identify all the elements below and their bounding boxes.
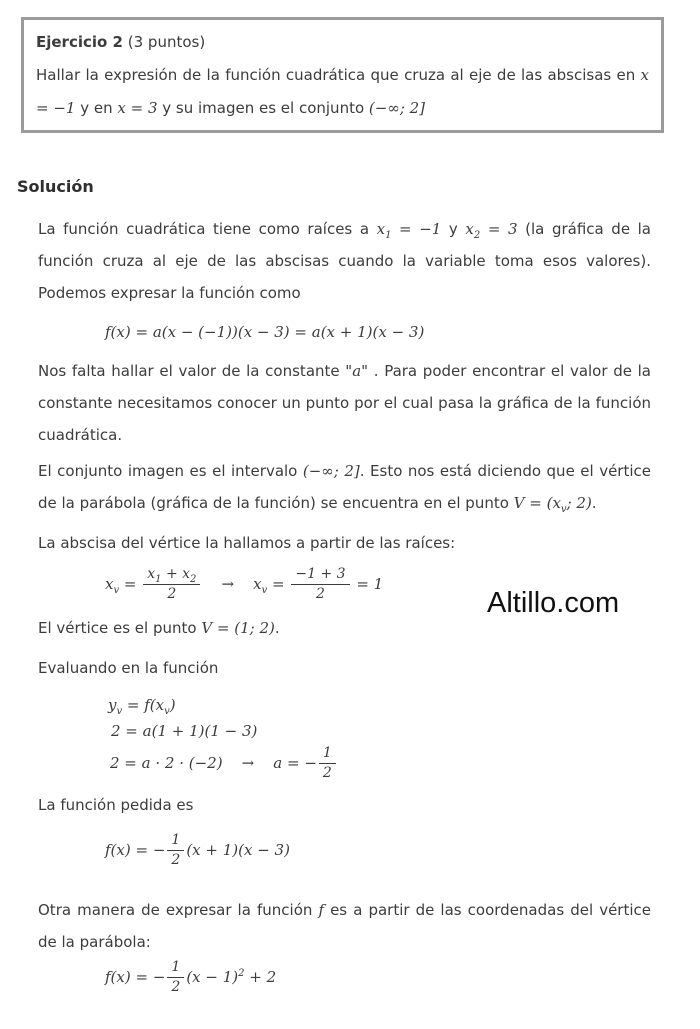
paragraph-vertex-abscissa: La abscisa del vértice la hallamos a partir de las raíces:	[38, 534, 456, 552]
paragraph-vertex-form-intro: Otra manera de expresar la función f es a partir de las coordenadas del vértice de la parábola:	[38, 901, 651, 951]
exercise-points: (3 puntos)	[123, 33, 206, 51]
formula-factored-form: f(x) = a(x − (−1))(x − 3) = a(x + 1)(x − 3)	[105, 323, 425, 341]
exercise-number: Ejercicio 2	[36, 33, 123, 51]
formula-eval-line1: $y_v = f(x_v)$	[108, 696, 176, 717]
paragraph-constant: Nos falta hallar el valor de la constante "a" . Para poder encontrar el valor de la constante necesitamos conocer un punto por el cual pasa la gráfica de la función cuadrática.	[38, 362, 652, 444]
exercise-statement: Hallar la expresión de la función cuadrática que cruza al eje de las abscisas en x = −1 y en x = 3 y su imagen es el conjunto (−∞; 2]	[36, 66, 649, 117]
exercise-box	[21, 17, 664, 133]
solution-heading: Solución	[17, 177, 94, 196]
formula-eval-line3: 2 = a · 2 · (−2) → a = − $\frac{1}{2}$	[110, 744, 651, 783]
watermark: Altillo.com	[487, 587, 620, 619]
paragraph-requested-function: La función pedida es	[38, 796, 194, 814]
formula-result: f(x) = − $\frac{1}{2}$ (x + 1)(x − 3)	[105, 832, 290, 868]
exercise-title	[36, 26, 649, 59]
paragraph-vertex-point: El vértice es el punto V = (1; 2).	[38, 619, 280, 637]
formula-eval-line2: 2 = a(1 + 1)(1 − 3)	[111, 722, 258, 740]
formula-vertex-x: $x_v$ = $\frac{x_1 + x_2}{2}$ → $x_v$ = $\frac{-1 + 3}{2}$ = 1	[105, 566, 384, 602]
paragraph-evaluating: Evaluando en la función	[38, 659, 219, 677]
paragraph-image-set: El conjunto imagen es el intervalo (−∞; 2]. Esto nos está diciendo que el vértice de la parábola (gráfica de la función) se encuentra en el punto $V = (x_v$; 2).	[38, 462, 651, 515]
paragraph-roots: La función cuadrática tiene como raíces a $x_1 = -1$ y $x_2 = 3$ (la gráfica de la función cruza al eje de las abscisas cuando la variable toma esos valores). Podemos expresar la función como	[38, 220, 651, 302]
formula-vertex-form: f(x) = − $\frac{1}{2}$ $(x - 1)^2 + 2$	[105, 959, 277, 995]
